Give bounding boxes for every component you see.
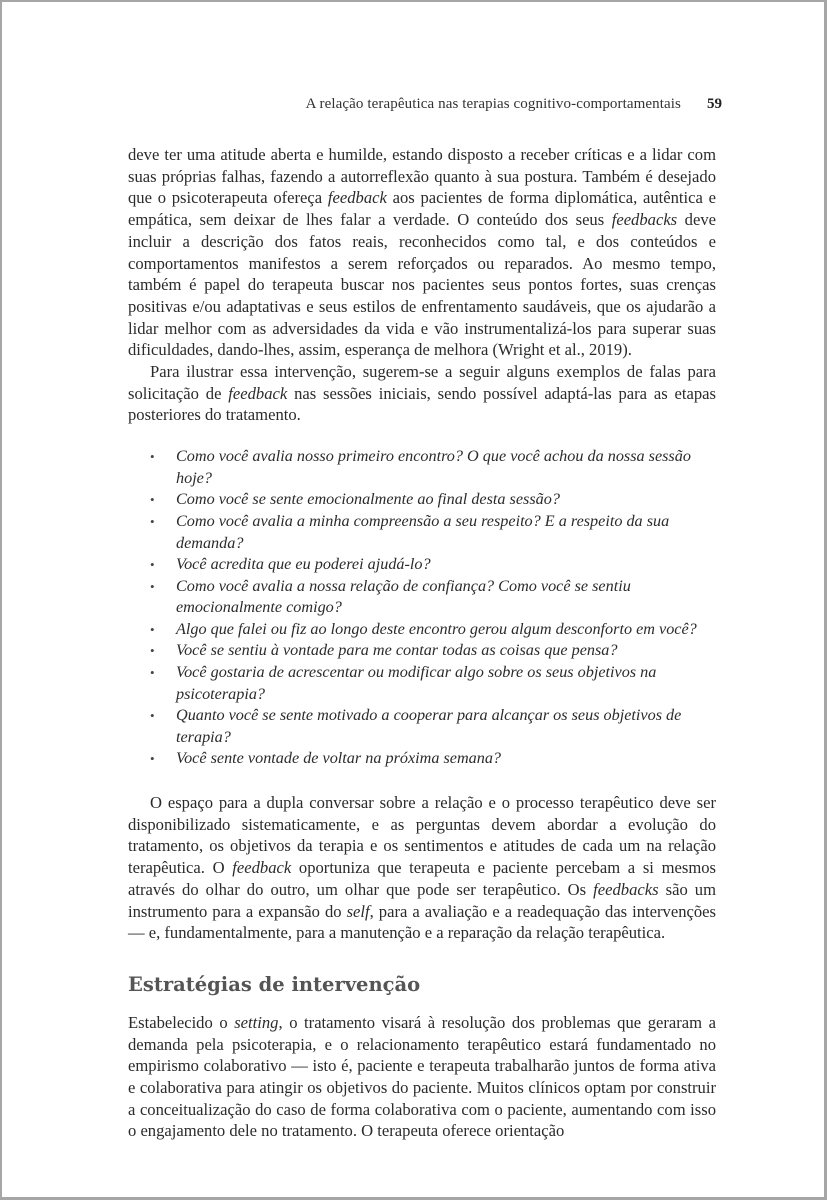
page-number: 59 — [707, 96, 722, 112]
text-run: aos pacientes de forma diplomática, autêntica e empática, sem deixar de lhes falar a verdade. O conteúdo dos seus — [128, 188, 716, 230]
bullet-icon: • — [150, 513, 155, 529]
question-text: Como você avalia a nossa relação de confiança? Como você se sentiu emocionalmente comigo? — [176, 576, 631, 617]
paragraph-feedback-space — [128, 792, 716, 944]
list-item — [150, 554, 716, 576]
italic-term: feedback — [228, 383, 288, 403]
text-run: deve incluir a descrição dos fatos reais, reconhecidos como tal, e dos conteúdos e comportamentos manifestos a serem reforçados ou reparados. Ao mesmo tempo, também é papel do terapeuta buscar nos pacientes seus pontos fortes, suas crenças positivas e/ou adaptativas e seus estilos de enfrentamento saudáveis, que os ajudarão a lidar melhor com as adversidades da vida e vão instrumentalizá-los para superar suas dificuldades, dando-lhes, assim, esperança de melhora (Wright et al., 2019). — [128, 210, 716, 360]
question-text: Quanto você se sente motivado a cooperar para alcançar os seus objetivos de terapia? — [176, 706, 682, 746]
text-run: Estabelecido o — [128, 1012, 235, 1032]
italic-term: setting — [234, 1012, 279, 1032]
italic-term: self — [346, 901, 370, 921]
running-title: A relação terapêutica nas terapias cognitivo-comportamentais — [305, 96, 681, 112]
paragraph-intro-examples — [128, 361, 716, 426]
italic-term: feedbacks — [611, 210, 678, 230]
italic-term: feedbacks — [593, 879, 659, 899]
question-text: Você sente vontade de voltar na próxima semana? — [176, 749, 502, 768]
paragraph-strategies — [128, 1012, 716, 1142]
bullet-icon: • — [150, 578, 155, 594]
list-item — [150, 705, 716, 748]
list-item — [150, 748, 716, 770]
list-item — [150, 489, 716, 511]
bullet-icon: • — [150, 665, 155, 681]
text-run: O espaço para a dupla conversar sobre a relação e o processo terapêutico deve ser disponibilizado sistematicamente, e as perguntas devem abordar a evolução do tratamento, os objetivos da terapia e os sentimentos e atitudes de cada um na relação terapêutica. O — [128, 793, 716, 878]
question-text: Você gostaria de acrescentar ou modificar algo sobre os seus objetivos na psicoterapia? — [176, 663, 657, 703]
italic-term: feedback — [327, 188, 387, 208]
question-text: Como você se sente emocionalmente ao final desta sessão? — [176, 490, 560, 509]
question-text: Você acredita que eu poderei ajudá-lo? — [176, 555, 431, 574]
bullet-icon: • — [150, 492, 155, 508]
list-item — [150, 619, 716, 641]
question-text: Algo que falei ou fiz ao longo deste encontro gerou algum desconforto em você? — [176, 619, 697, 638]
running-header — [302, 96, 722, 118]
bullet-icon: • — [150, 557, 155, 573]
list-item — [150, 576, 716, 619]
paragraph-continued — [128, 144, 716, 361]
italic-term: feedback — [232, 858, 292, 878]
bullet-icon: • — [150, 643, 155, 659]
list-item — [150, 511, 716, 554]
text-run: , para a avaliação e a readequação das intervenções — e, fundamentalmente, para a manutenção e a reparação da relação terapêutica. — [128, 901, 716, 943]
bullet-icon: • — [150, 621, 155, 637]
text-run: Para ilustrar essa intervenção, sugerem-se a seguir alguns exemplos de falas para solicitação de — [128, 362, 716, 403]
text-run: oportuniza que terapeuta e paciente percebam a si mesmos através do olhar do outro, um olhar que pode ser terapêutico. Os — [128, 858, 716, 899]
question-text: Como você avalia a minha compreensão a seu respeito? E a respeito da sua demanda? — [176, 511, 670, 552]
bullet-icon: • — [150, 449, 155, 465]
feedback-questions-list — [128, 446, 716, 770]
page-body — [128, 144, 716, 1142]
bullet-icon: • — [150, 708, 155, 724]
section-heading: Estratégias de intervenção — [128, 972, 421, 996]
question-text: Como você avalia nosso primeiro encontro? O que você achou da nossa sessão hoje? — [176, 447, 691, 487]
list-item — [150, 640, 716, 662]
text-run: são um instrumento para a expansão do — [128, 879, 716, 921]
text-run: nas sessões iniciais, sendo possível adaptá-las para as etapas posteriores do tratamento. — [128, 383, 716, 425]
list-item — [150, 662, 716, 705]
question-text: Você se sentiu à vontade para me contar todas as coisas que pensa? — [176, 641, 618, 660]
text-run: , o tratamento visará à resolução dos problemas que geraram a demanda pela psicoterapia, e o relacionamento terapêutico estará fundamentado no empirismo colaborativo — isto é, paciente e terapeuta trabalharão juntos de forma ativa e colaborativa para atingir os objetivos do paciente. Muitos clínicos optam por construir a conceitualização do caso de forma colaborativa com o paciente, aumentando com isso o engajamento dele no tratamento. O terapeuta oferece orientação — [128, 1012, 716, 1141]
bullet-icon: • — [150, 751, 155, 767]
text-run: deve ter uma atitude aberta e humilde, estando disposto a receber críticas e a lidar com suas próprias falhas, fazendo a autorreflexão quanto à sua postura. Também é desejado que o psicoterapeuta ofereça — [128, 145, 716, 208]
list-item — [150, 446, 716, 489]
